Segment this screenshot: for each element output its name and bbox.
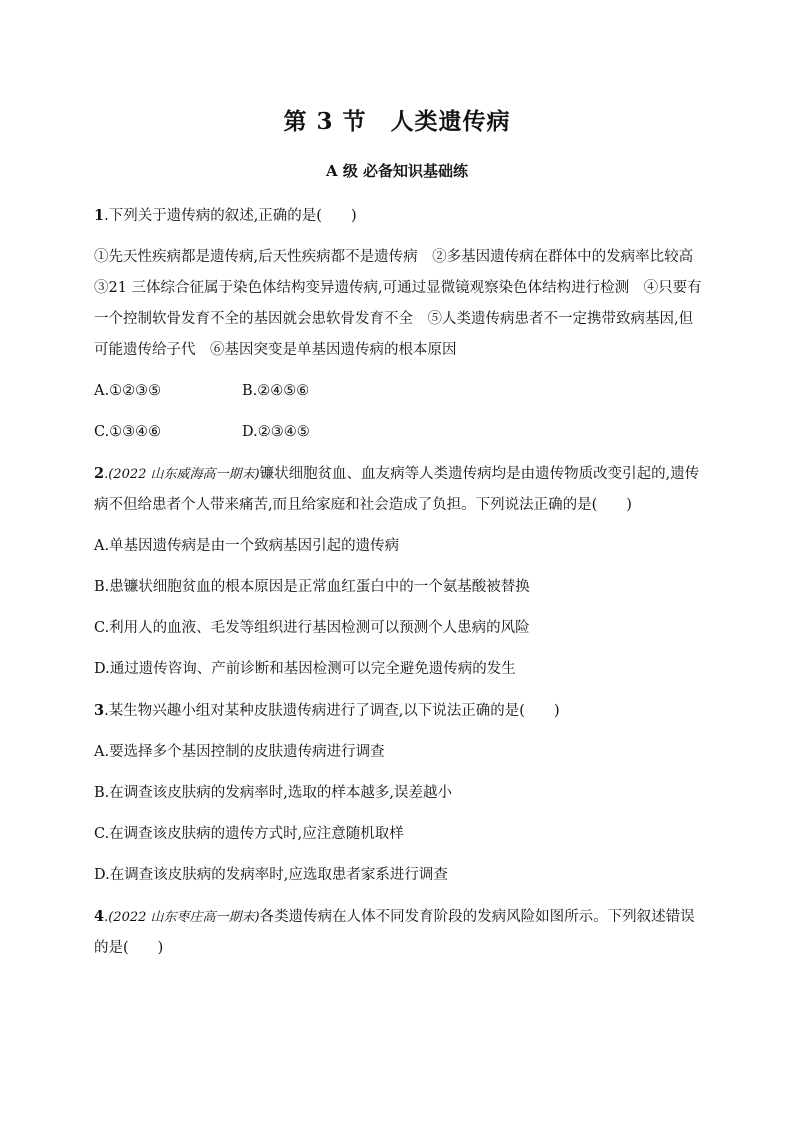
questions-area (94, 200, 708, 974)
option-b: B.在调查该皮肤病的发病率时,选取的样本越多,误差越小 (94, 785, 452, 801)
option-b: B.患镰状细胞贫血的根本原因是正常血红蛋白中的一个氨基酸被替换 (94, 579, 530, 595)
question-1-statements: ①先天性疾病都是遗传病,后天性疾病都不是遗传病 ②多基因遗传病在群体中的发病率比较高 ③21 三体综合征属于染色体结构变异遗传病,可通过显微镜观察染色体结构进行检测 ④只要有一个控制软骨发育不全的基因就会患软骨发育不全 ⑤人类遗传病患者不一定携带致病基因,但可能遗传给子代 ⑥基因突变是单基因遗传病的根本原因 (94, 249, 708, 358)
option-row (94, 376, 704, 407)
question-3 (94, 695, 704, 727)
option-b: B.②④⑤⑥ (242, 383, 310, 399)
question-number: 2 (94, 465, 105, 482)
question-number: 1 (94, 207, 105, 224)
question-4 (94, 901, 704, 964)
question-source: .(2022 山东威海高一期末) (104, 467, 260, 482)
option-a: A.单基因遗传病是由一个致病基因引起的遗传病 (94, 538, 400, 554)
question-source: .(2022 山东枣庄高一期末) (104, 910, 260, 925)
option-d: D.②③④⑤ (242, 424, 310, 440)
option-row (94, 417, 704, 448)
option-c: C.①③④⑥ (94, 424, 162, 440)
question-number: 3 (94, 702, 105, 719)
level-heading: A 级 必备知识基础练 (325, 162, 469, 180)
question-stem: .下列关于遗传病的叙述,正确的是( ) (104, 208, 357, 224)
section-title: 第 3 节 人类遗传病 (283, 108, 511, 135)
question-stem: .某生物兴趣小组对某种皮肤遗传病进行了调查,以下说法正确的是( ) (104, 703, 560, 719)
option-c: C.在调查该皮肤病的遗传方式时,应注意随机取样 (94, 826, 404, 842)
question-1 (94, 200, 704, 232)
option-a: A.①②③⑤ (94, 383, 162, 399)
option-d: D.在调查该皮肤病的发病率时,应选取患者家系进行调查 (94, 867, 448, 883)
option-c: C.利用人的血液、毛发等组织进行基因检测可以预测个人患病的风险 (94, 620, 530, 636)
option-a: A.要选择多个基因控制的皮肤遗传病进行调查 (94, 744, 385, 760)
question-number: 4 (94, 908, 105, 925)
question-stem: 镰状细胞贫血、血友病等人类遗传病均是由遗传物质改变引起的,遗传病不但给患者个人带来痛苦,而且给家庭和社会造成了负担。下列说法正确的是( ) (94, 466, 700, 513)
option-d: D.通过遗传咨询、产前诊断和基因检测可以完全避免遗传病的发生 (94, 661, 516, 677)
question-2 (94, 458, 704, 521)
question-stem: 各类遗传病在人体不同发育阶段的发病风险如图所示。下列叙述错误的是( ) (94, 909, 695, 956)
